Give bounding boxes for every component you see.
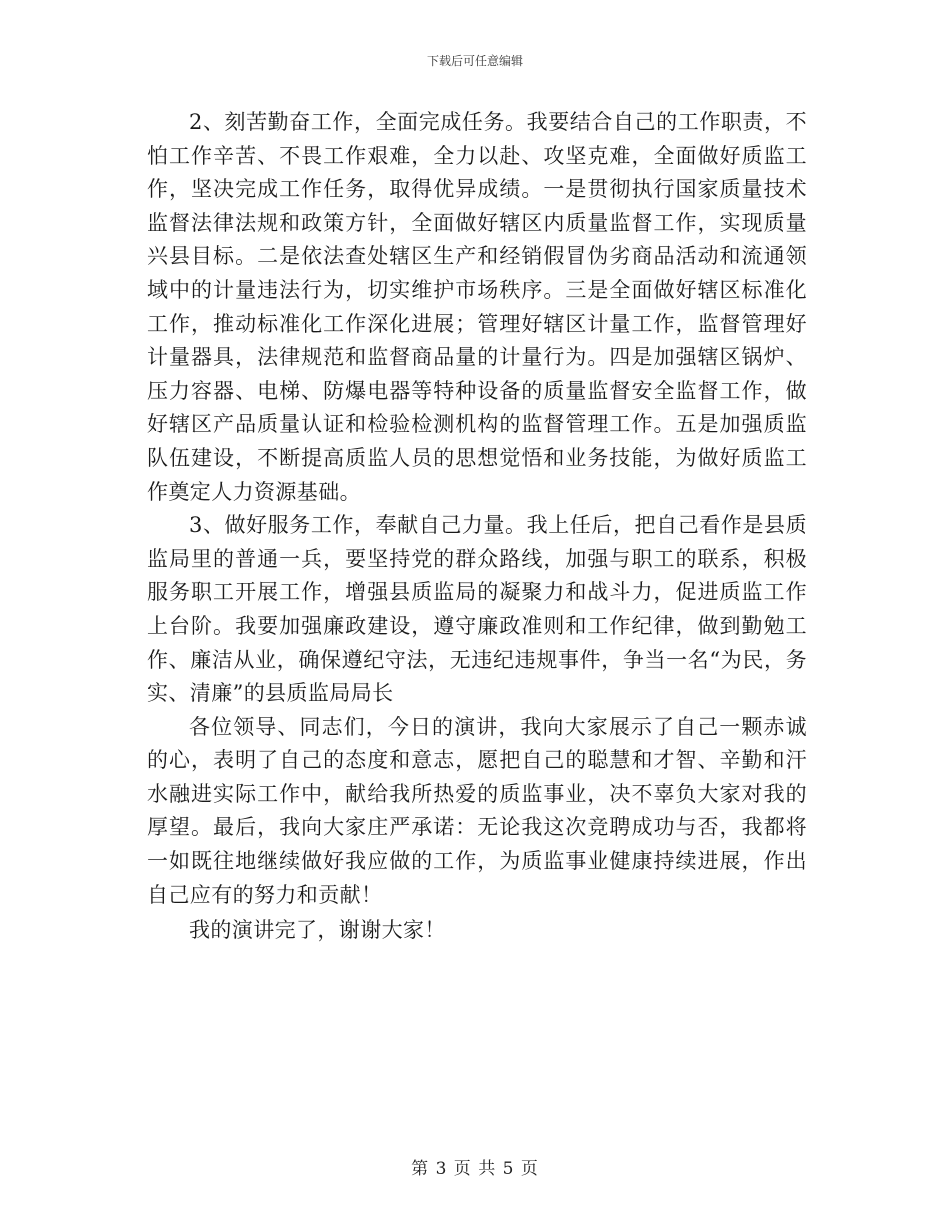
header-note: 下载后可任意编辑 — [426, 54, 523, 68]
paragraph-commitment: 各位领导、同志们，今日的演讲，我向大家展示了自己一颗赤诚的心，表明了自己的态度和意志，愿把自己的聪慧和才智、辛勤和汗水融进实际工作中，献给我所热爱的质监事业，决不辜负大家对我的厚望。最后，我向大家庄严承诺：无论我这次竞聘成功与否，我都将一如既往地继续做好我应做的工作，为质监事业健康持续进展，作出自己应有的努力和贡献！ — [147, 714, 807, 907]
page-number: 第 3 页 共 5 页 — [411, 1159, 539, 1179]
paragraph-service-work: 3、做好服务工作，奉献自己力量。我上任后，把自己看作是县质监局里的普通一兵，要坚持党的群众路线，加强与职工的联系，积极服务职工开展工作，增强县质监局的凝聚力和战斗力，促进质监工作上台阶。我要加强廉政建设，遵守廉政准则和工作纪律，做到勤勉工作、廉洁从业，确保遵纪守法，无违纪违规事件，争当一名“为民，务实、清廉”的县质监局局长 — [147, 513, 807, 706]
paragraph-task-completion: 2、刻苦勤奋工作，全面完成任务。我要结合自己的工作职责，不怕工作辛苦、不畏工作艰难，全力以赴、攻坚克难，全面做好质监工作，坚决完成工作任务，取得优异成绩。一是贯彻执行国家质量技术监督法律法规和政策方针，全面做好辖区内质量监督工作，实现质量兴县目标。二是依法查处辖区生产和经销假冒伪劣商品活动和流通领域中的计量违法行为，切实维护市场秩序。三是全面做好辖区标准化工作，推动标准化工作深化进展；管理好辖区计量工作，监督管理好计量器具，法律规范和监督商品量的计量行为。四是加强辖区锅炉、压力容器、电梯、防爆电器等特种设备的质量监督安全监督工作，做好辖区产品质量认证和检验检测机构的监督管理工作。五是加强质监队伍建设，不断提高质监人员的思想觉悟和业务技能，为做好质监工作奠定人力资源基础。 — [147, 110, 807, 504]
body-text — [147, 106, 807, 948]
paragraph-closing: 我的演讲完了，谢谢大家！ — [189, 918, 446, 943]
